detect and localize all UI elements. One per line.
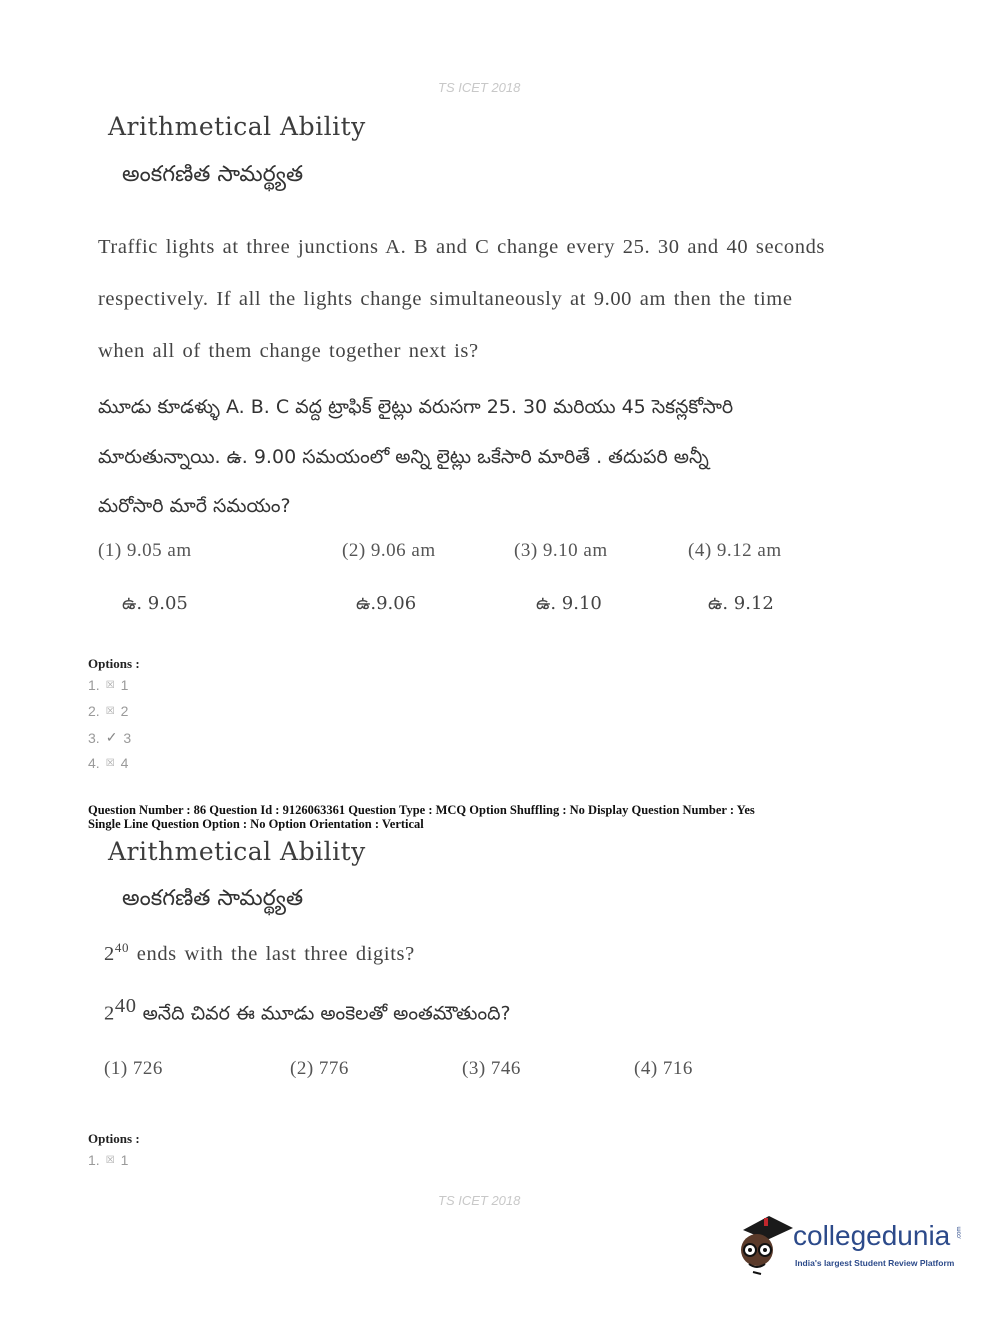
- choice-1: (1) 726: [104, 1058, 163, 1079]
- mascot-icon: [735, 1212, 793, 1276]
- logo-tagline: India's largest Student Review Platform: [795, 1258, 955, 1268]
- choice-2-en: (2) 9.06 am: [342, 540, 436, 561]
- option-value: 2: [120, 703, 129, 719]
- question1-text-en-line1: Traffic lights at three junctions A. B and C change every 25. 30 and 40 seconds: [98, 236, 826, 258]
- option-number: 4.: [88, 755, 100, 771]
- choice-3: (3) 746: [462, 1058, 521, 1079]
- cross-icon: ☒: [105, 679, 115, 691]
- choice-4-en: (4) 9.12 am: [688, 540, 782, 561]
- option-number: 1.: [88, 677, 100, 693]
- option-value: 4: [120, 755, 129, 771]
- question1-text-te-line1: మూడు కూడళ్ళు A. B. C వద్ద ట్రాఫిక్ లైట్లు వరుసగా 25. 30 మరియు 45 సెకన్లకోసారి: [98, 396, 734, 418]
- question2-text-en: [104, 940, 415, 966]
- section-title-te-2: అంకగణిత సామర్థ్యత: [122, 886, 304, 911]
- options-label: Options :: [88, 1131, 140, 1146]
- question2-text-en-rest: ends with the last three digits?: [129, 942, 415, 965]
- choice-2: (2) 776: [290, 1058, 349, 1079]
- question1-text-te-line2: మారుతున్నాయి. ఉ. 9.00 సమయంలో అన్ని లైట్లు ఒకేసారి మారితే . తదుపరి అన్నీ: [98, 446, 709, 468]
- power-base: 2: [104, 942, 115, 965]
- question-meta-line1: Question Number : 86 Question Id : 9126063361 Question Type : MCQ Option Shuffling : No Display Question Number : Yes: [88, 803, 755, 817]
- cross-icon: ☒: [105, 705, 115, 717]
- choice-1-en: (1) 9.05 am: [98, 540, 192, 561]
- watermark-bottom: TS ICET 2018: [438, 1193, 521, 1208]
- option-value: 1: [120, 1152, 129, 1168]
- option-value: 1: [120, 677, 129, 693]
- power-base: 2: [104, 1002, 115, 1025]
- option-number: 3.: [88, 729, 100, 746]
- choice-3-en: (3) 9.10 am: [514, 540, 608, 561]
- choice-4: (4) 716: [634, 1058, 693, 1079]
- choice-3-te: ఉ. 9.10: [536, 593, 602, 614]
- question2-text-te: [104, 995, 511, 1029]
- cross-icon: ☒: [105, 1154, 115, 1166]
- power-exponent: 40: [114, 995, 137, 1017]
- options-label: Options :: [88, 656, 140, 671]
- section-title-en: Arithmetical Ability: [108, 112, 366, 141]
- section-title-en-2: Arithmetical Ability: [108, 837, 366, 866]
- option-number: 1.: [88, 1152, 100, 1168]
- option-row: [88, 703, 128, 719]
- watermark-top: TS ICET 2018: [438, 80, 521, 95]
- cross-icon: ☒: [105, 757, 115, 769]
- option-row: [88, 1152, 128, 1168]
- question1-text-te-line3: మరోసారి మారే సమయం?: [98, 495, 291, 517]
- choice-2-te: ఉ.9.06: [356, 593, 417, 614]
- collegedunia-logo: [735, 1210, 965, 1280]
- question-meta-line2: Single Line Question Option : No Option Orientation : Vertical: [88, 817, 424, 831]
- option-row: [88, 677, 128, 693]
- power-exponent: 40: [114, 940, 130, 955]
- choice-4-te: ఉ. 9.12: [708, 593, 774, 614]
- choice-1-te: ఉ. 9.05: [122, 593, 188, 614]
- check-icon: ✓: [105, 729, 118, 745]
- section-title-te: అంకగణిత సామర్థ్యత: [122, 162, 304, 187]
- question1-text-en-line3: when all of them change together next is?: [98, 340, 479, 362]
- logo-name: collegedunia: [793, 1220, 951, 1251]
- option-row: [88, 729, 131, 746]
- option-row: [88, 755, 128, 771]
- option-value: 3: [123, 729, 132, 746]
- logo-suffix: .com: [956, 1226, 963, 1240]
- question1-text-en-line2: respectively. If all the lights change simultaneously at 9.00 am then the time: [98, 288, 793, 310]
- question2-text-te-rest: అనేది చివర ఈ మూడు అంకెలతో అంతమౌతుంది?: [136, 1002, 511, 1025]
- option-number: 2.: [88, 703, 100, 719]
